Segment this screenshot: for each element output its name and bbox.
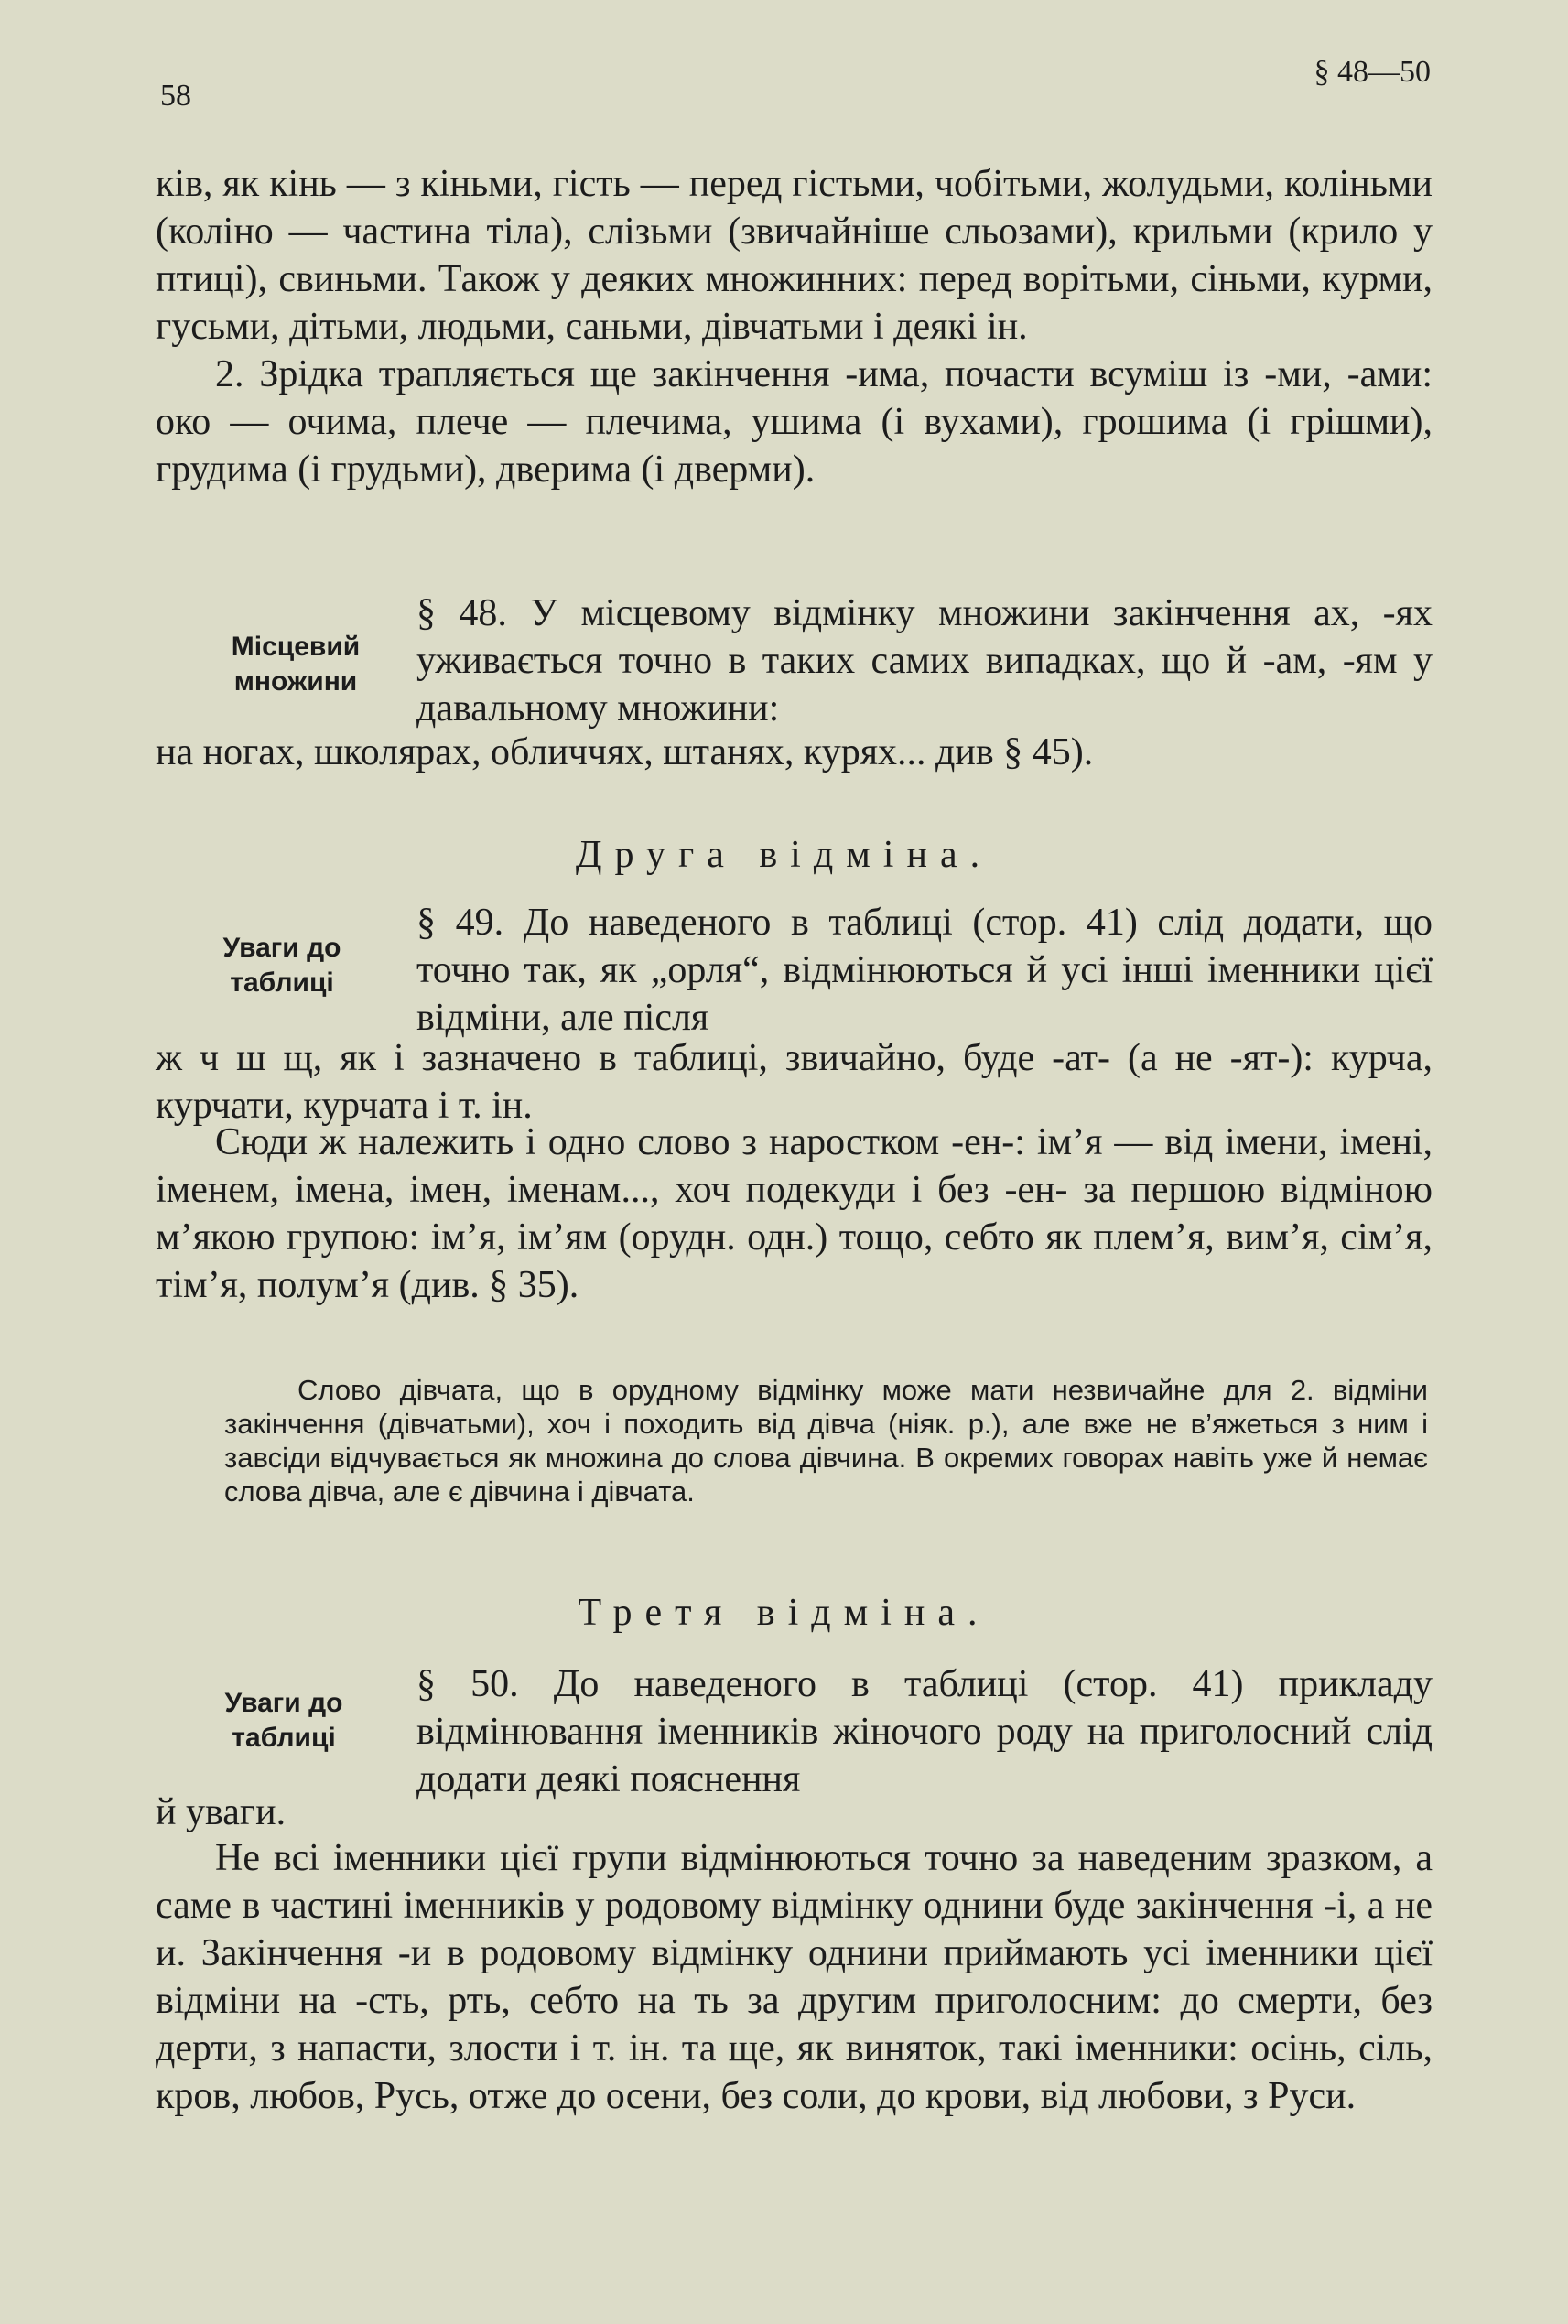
- s49-paragraph-tail: ж ч ш щ, як і зазначено в таблиці, звичайно, буде -ат- (а не -ят-): курча, курчати, курчата і т. ін.: [156, 1037, 1433, 1127]
- side-label-s48-line-1: Місцевий: [231, 632, 361, 662]
- continuation-paragraph-1: ків, як кінь — з кіньми, гість — перед гістьми, чобітьми, жолудьми, коліньми (коліно — частина тіла), слізьми (звичайніше сльозами), крильми (крило у птиці), свиньми. Також у деяких множинних: перед ворітьми, сіньми, курми, гусьми, дітьми, людьми, саньми, дівчатьми і деякі ін.: [156, 163, 1433, 348]
- side-label-s50: [183, 1686, 384, 1756]
- s50-paragraph-2: Не всі іменники цієї групи відмінюються точно за наведеним зразком, а саме в частині іменників у родовому відмінку однини буде закінчення -і, а не и. Закінчення -и в родовому відмінку однини приймають усі іменники цієї відміни на -сть, рть, себто на ть за другим приголосним: до смерти, без дерти, з напасти, злости і т. ін. та ще, як виняток, такі іменники: осінь, сіль, кров, любов, Русь, отже до осени, без соли, до крови, від любови, з Руси.: [156, 1837, 1433, 2117]
- heading-third-declension: Третя відміна.: [578, 1592, 990, 1634]
- s49-paragraph-head: § 49. До наведеного в таблиці (стор. 41) слід додати, що точно так, як „орля“, відмінюються й усі інші іменники цієї відміни, але після: [416, 902, 1433, 1039]
- heading-second-declension: Друга відміна.: [575, 834, 993, 876]
- side-label-s48-line-2: множини: [233, 666, 358, 697]
- side-label-s49: [181, 931, 383, 1000]
- s48-paragraph-tail: на ногах, школярах, обличчях, штанях, курях... див § 45).: [156, 731, 1094, 773]
- section-range: § 48—50: [1314, 55, 1431, 89]
- s49-paragraph-2: Сюди ж належить і одно слово з наростком -ен-: ім’я — від імени, імені, іменем, імена, імен, іменам..., хоч подекуди і без -ен- за першою відміною м’якою групою: ім’я, ім’ям (орудн. одн.) тощо, себто як плем’я, вим’я, сім’я, тім’я, полум’я (див. § 35).: [156, 1121, 1433, 1306]
- side-label-s49-line-1: Уваги до: [222, 933, 341, 963]
- continuation-text: [156, 160, 1433, 493]
- footnote-divchata: [224, 1373, 1428, 1508]
- page-number: 58: [160, 79, 191, 113]
- footnote-text: Слово дівчата, що в орудному відмінку може мати незвичайне для 2. відміни закінчення (дівчатьми), хоч і походить від дівча (ніяк. р.), але вже не в’яжеться з ним і завсіди відчувається як множина до слова дівчина. В окремих говорах навіть уже й немає слова дівча, але є дівчина і дівчата.: [224, 1374, 1428, 1508]
- side-label-s50-line-1: Уваги до: [224, 1688, 343, 1718]
- s48-paragraph-head: § 48. У місцевому відмінку множини закінчення ах, -ях уживається точно в таких самих випадках, що й -ам, -ям у давальному множини:: [416, 592, 1433, 730]
- s50-paragraph-head: § 50. До наведеного в таблиці (стор. 41) прикладу відмінювання іменників жіночого роду на приголосний слід додати деякі пояснення: [416, 1663, 1433, 1800]
- s50-paragraph-tail: й уваги.: [156, 1791, 287, 1833]
- continuation-paragraph-2: 2. Зрідка трапляється ще закінчення -има, почасти всуміш із -ми, -ами: око — очима, плече — плечима, ушима (і вухами), грошима (і грішми), грудима (і грудьми), дверима (і дверми).: [156, 353, 1433, 491]
- side-label-s50-line-2: таблиці: [232, 1723, 336, 1753]
- side-label-s49-line-2: таблиці: [230, 967, 334, 998]
- side-label-s48: [195, 630, 396, 699]
